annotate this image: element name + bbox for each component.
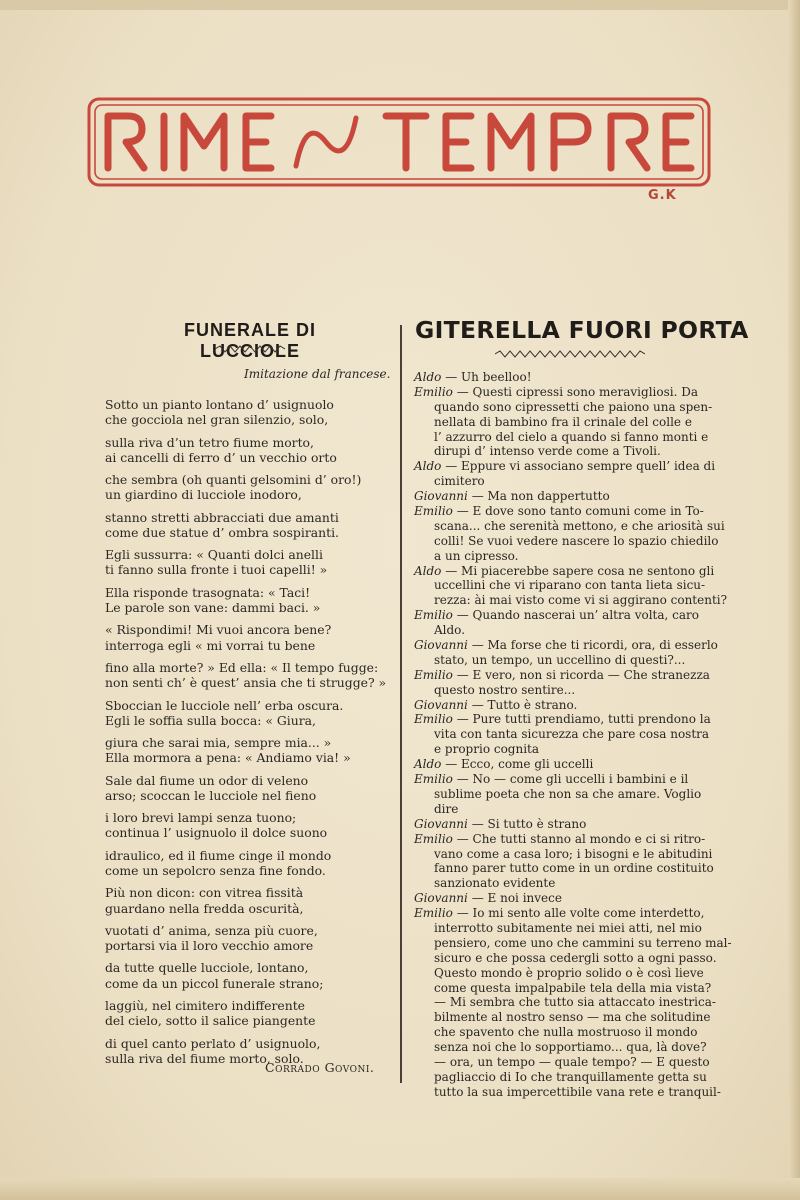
speaker-name: Emilio: [414, 906, 453, 921]
dialogue-line: [414, 385, 719, 400]
poem-line: di quel canto perlato d’ usignuolo,: [105, 1035, 321, 1051]
poem-line: « Rispondimi! Mi vuoi ancora bene?: [105, 622, 332, 638]
poem-stanza: [105, 998, 395, 1028]
dialogue-line: [414, 1010, 719, 1025]
dialogue-line: [414, 430, 719, 445]
dialogue-text: pensiero, come uno che cammini su terreno mal-: [434, 935, 732, 950]
poem-line: sulla riva del fiume morto, solo.: [105, 1050, 304, 1066]
dialogue-text: dire: [434, 801, 459, 816]
poem-line: come un sepolcro senza fine fondo.: [105, 862, 326, 878]
dialogue-text: — Ma non dappertutto: [467, 489, 610, 504]
poem-author: Corrado Govoni.: [265, 1060, 375, 1075]
dialogue-text: — Eppure vi associano sempre quell’ idea di: [441, 459, 716, 474]
dialogue-text: pagliaccio di Io che tranquillamente getta su: [434, 1069, 707, 1084]
illustrator-monogram: G.K: [648, 188, 677, 203]
dialogue-line: [414, 921, 719, 936]
poem-line: Egli sussurra: « Quanti dolci anelli: [105, 547, 323, 563]
dialogue-text: dirupi d’ intenso verde come a Tivoli.: [434, 444, 661, 459]
poem-line: giura che sarai mia, sempre mia... »: [105, 735, 332, 751]
speaker-name: Emilio: [414, 608, 453, 623]
dialogue-line: [414, 876, 719, 891]
dialogue-text: — E vero, non si ricorda — Che stranezza: [452, 667, 710, 682]
rime-tempre-banner: [86, 96, 712, 188]
dialogue-line: [414, 1055, 719, 1070]
dialogue-text: a un cipresso.: [434, 548, 519, 563]
dialogue-text: colli! Se vuoi vedere nascere lo spazio chiedilo: [434, 533, 719, 548]
poem-stanza: [105, 735, 395, 765]
poem-stanza: [105, 885, 395, 915]
poem-line: fino alla morte? » Ed ella: « Il tempo fugge:: [105, 659, 379, 675]
poem-line: ai cancelli di ferro d’ un vecchio orto: [105, 449, 337, 465]
dialogue-text: — Quando nascerai un’ altra volta, caro: [452, 608, 699, 623]
dialogue-line: [414, 504, 719, 519]
dialogue-text: sanzionato evidente: [434, 876, 556, 891]
dialogue-text: sublime poeta che non sa che amare. Voglio: [434, 786, 702, 801]
poem-title: FUNERALE DI LUCCIOLE: [184, 320, 316, 361]
dialogue-line: [414, 966, 719, 981]
poem-line: da tutte quelle lucciole, lontano,: [105, 960, 309, 976]
dialogue-text: — Mi piacerebbe sapere cosa ne sentono gli: [441, 563, 715, 578]
poem-line: Ella mormora a pena: « Andiamo via! »: [105, 750, 351, 766]
poem-line: interroga egli « mi vorrai tu bene: [105, 637, 316, 653]
poem-line: arso; scoccan le lucciole nel fieno: [105, 787, 317, 803]
speaker-name: Aldo: [414, 370, 442, 384]
poem-line: Sale dal fiume un odor di veleno: [105, 772, 309, 788]
poem-line: Ella risponde trasognata: « Taci!: [105, 584, 311, 600]
dialogue-text: — No — come gli uccelli i bambini e il: [452, 772, 689, 787]
dialogue-text: — Tutto è strano.: [467, 697, 578, 712]
poem-stanza: [105, 397, 395, 427]
speaker-name: Emilio: [414, 384, 453, 399]
page-edge-bottom: [0, 1178, 800, 1200]
dialogue-line: [414, 683, 719, 698]
dialogue-line: [414, 668, 719, 683]
speaker-name: Emilio: [414, 667, 453, 682]
play-dialogue: [414, 370, 732, 1100]
poem-stanza: [105, 435, 395, 465]
poem-stanza: [105, 923, 395, 953]
poem-line: i loro brevi lampi senza tuono;: [105, 810, 297, 826]
poem-line: Sboccian le lucciole nell’ erba oscura.: [105, 697, 344, 713]
poem-line: non senti ch’ è quest’ ansia che ti strugge? »: [105, 675, 387, 691]
dialogue-text: scana... che serenità mettono, e che ariosità sui: [434, 518, 725, 533]
poem-line: Sotto un pianto lontano d’ usignuolo: [105, 397, 334, 412]
dialogue-line: [414, 415, 719, 430]
speaker-name: Aldo: [414, 459, 442, 474]
poem-line: guardano nella fredda oscurità,: [105, 900, 304, 916]
speaker-name: Giovanni: [414, 816, 468, 831]
speaker-name: Emilio: [414, 504, 453, 519]
poem-stanza: [105, 472, 395, 502]
poem-body: [105, 397, 395, 1073]
speaker-name: Giovanni: [414, 489, 468, 504]
dialogue-line: [414, 489, 719, 504]
dialogue-text: quando sono cipressetti che paiono una spen-: [434, 399, 713, 414]
poem-line: che gocciola nel gran silenzio, solo,: [105, 412, 329, 428]
dialogue-line: [414, 1085, 719, 1100]
poem-line: che sembra (oh quanti gelsomini d’ oro!): [105, 472, 362, 488]
dialogue-text: questo nostro sentire...: [434, 682, 576, 697]
poem-stanza: [105, 773, 395, 803]
dialogue-line: [414, 861, 719, 876]
speaker-name: Giovanni: [414, 638, 468, 653]
dialogue-line: [414, 549, 719, 564]
dialogue-text: — Io mi sento alle volte come interdetto,: [452, 906, 705, 921]
poem-line: vuotati d’ anima, senza più cuore,: [105, 922, 318, 938]
play-title-ornament: [495, 350, 645, 358]
dialogue-text: — ora, un tempo — quale tempo? — E questo: [434, 1054, 710, 1069]
dialogue-text: stato, un tempo, un uccellino di questi?...: [434, 652, 686, 667]
poem-line: continua l’ usignuolo il dolce suono: [105, 825, 328, 841]
dialogue-line: [414, 653, 719, 668]
dialogue-text: — Pure tutti prendiamo, tutti prendono la: [452, 712, 711, 727]
poem-title-ornament: [215, 345, 285, 353]
dialogue-line: [414, 459, 719, 474]
dialogue-line: [414, 847, 719, 862]
speaker-name: Emilio: [414, 712, 453, 727]
poem-line: del cielo, sotto il salice piangente: [105, 1013, 316, 1029]
dialogue-text: nellata di bambino fra il crinale del colle e: [434, 414, 692, 429]
poem-line: laggiù, nel cimitero indifferente: [105, 998, 306, 1013]
poem-line: Più non dicon: con vitrea fissità: [105, 885, 304, 901]
poem-line: stanno stretti abbracciati due amanti: [105, 509, 339, 525]
dialogue-line: [414, 906, 719, 921]
poem-stanza: [105, 547, 395, 577]
dialogue-line: [414, 727, 719, 742]
dialogue-line: [414, 817, 719, 832]
dialogue-line: [414, 698, 719, 713]
dialogue-line: [414, 623, 719, 638]
dialogue-text: rezza: ài mai visto come vi si aggirano contenti?: [434, 593, 728, 608]
dialogue-line: [414, 474, 719, 489]
dialogue-text: — E noi invece: [467, 891, 562, 906]
dialogue-text: e proprio cognita: [434, 742, 540, 757]
dialogue-text: — Ma forse che ti ricordi, ora, di esserlo: [467, 638, 718, 653]
dialogue-text: tutto la sua impercettibile vana rete e tranquil-: [434, 1084, 721, 1099]
dialogue-text: — Si tutto è strano: [467, 816, 587, 831]
speaker-name: Giovanni: [414, 697, 468, 712]
poem-stanza: [105, 585, 395, 615]
dialogue-line: [414, 1040, 719, 1055]
dialogue-text: Aldo.: [434, 623, 466, 638]
banner-logo-art: [86, 96, 712, 188]
dialogue-text: — E dove sono tanto comuni come in To-: [452, 504, 704, 519]
poem-line: come due statue d’ ombra sospiranti.: [105, 524, 340, 540]
dialogue-line: [414, 757, 719, 772]
dialogue-text: — Mi sembra che tutto sia attaccato inestrica-: [434, 995, 716, 1010]
dialogue-line: [414, 832, 719, 847]
dialogue-text: — Ecco, come gli uccelli: [441, 757, 594, 772]
poem-line: Egli le soffia sulla bocca: « Giura,: [105, 712, 316, 728]
page-edge-top: [0, 0, 800, 10]
page-edge-right: [788, 0, 800, 1200]
dialogue-text: interrotto subitamente nei miei atti, nel mio: [434, 920, 702, 935]
poem-stanza: [105, 622, 395, 652]
poem-line: ti fanno sulla fronte i tuoi capelli! »: [105, 562, 328, 578]
dialogue-text: come questa impalpabile tela della mia vista?: [434, 980, 712, 995]
dialogue-line: [414, 1025, 719, 1040]
dialogue-text: che spavento che nulla mostruoso il mondo: [434, 1025, 698, 1040]
dialogue-text: uccellini che vi riparano con tanta lieta sicu-: [434, 578, 706, 593]
poem-stanza: [105, 698, 395, 728]
dialogue-text: vita con tanta sicurezza che pare cosa nostra: [434, 727, 710, 742]
dialogue-text: l’ azzurro del cielo a quando si fanno monti e: [434, 429, 709, 444]
dialogue-line: [414, 951, 719, 966]
dialogue-text: senza noi che lo sopportiamo... qua, là dove?: [434, 1040, 707, 1055]
speaker-name: Aldo: [414, 563, 442, 578]
poem-stanza: [105, 510, 395, 540]
dialogue-line: [414, 787, 719, 802]
dialogue-line: [414, 995, 719, 1010]
dialogue-line: [414, 712, 719, 727]
dialogue-line: [414, 578, 719, 593]
speaker-name: Aldo: [414, 757, 442, 772]
dialogue-text: cimitero: [434, 474, 485, 489]
dialogue-line: [414, 981, 719, 996]
dialogue-line: [414, 802, 719, 817]
dialogue-text: sicuro e che possa cedergli sotto a ogni passo.: [434, 950, 717, 965]
dialogue-text: Questo mondo è proprio solido o è così lieve: [434, 965, 704, 980]
speaker-name: Emilio: [414, 831, 453, 846]
speaker-name: Emilio: [414, 772, 453, 787]
dialogue-text: — Questi cipressi sono meravigliosi. Da: [452, 384, 698, 399]
poem-stanza: [105, 960, 395, 990]
dialogue-line: [414, 1070, 719, 1085]
dialogue-text: bilmente al nostro senso — ma che solitudine: [434, 1010, 711, 1025]
poem-stanza: [105, 848, 395, 878]
dialogue-text: — Uh beelloo!: [441, 370, 532, 384]
poem-line: portarsi via il loro vecchio amore: [105, 938, 314, 954]
dialogue-line: [414, 935, 732, 951]
dialogue-line: [414, 564, 719, 579]
dialogue-line: [414, 370, 719, 385]
poem-line: come da un piccol funerale strano;: [105, 975, 324, 991]
column-divider: [400, 325, 402, 1083]
dialogue-line: [414, 742, 719, 757]
dialogue-line: [414, 772, 719, 787]
dialogue-line: [414, 444, 719, 459]
dialogue-line: [414, 518, 725, 534]
dialogue-line: [414, 638, 719, 653]
dialogue-text: vano come a casa loro; i bisogni e le abitudini: [434, 846, 713, 861]
poem-subtitle: Imitazione dal francese.: [244, 367, 391, 381]
dialogue-text: fanno parer tutto come in un ordine costituito: [434, 861, 714, 876]
dialogue-line: [414, 400, 719, 415]
poem-stanza: [105, 810, 395, 840]
dialogue-line: [414, 891, 719, 906]
dialogue-line: [414, 593, 728, 608]
poem-line: Le parole son vane: dammi baci. »: [105, 600, 321, 615]
poem-line: un giardino di lucciole inodoro,: [105, 487, 302, 503]
play-title: GITERELLA FUORI PORTA: [415, 316, 749, 344]
dialogue-line: [414, 534, 719, 549]
dialogue-line: [414, 608, 719, 623]
poem-line: idraulico, ed il fiume cinge il mondo: [105, 847, 332, 863]
dialogue-text: — Che tutti stanno al mondo e ci si ritro-: [452, 831, 706, 846]
poem-stanza: [105, 660, 395, 690]
poem-line: sulla riva d’un tetro fiume morto,: [105, 434, 314, 450]
speaker-name: Giovanni: [414, 891, 468, 906]
